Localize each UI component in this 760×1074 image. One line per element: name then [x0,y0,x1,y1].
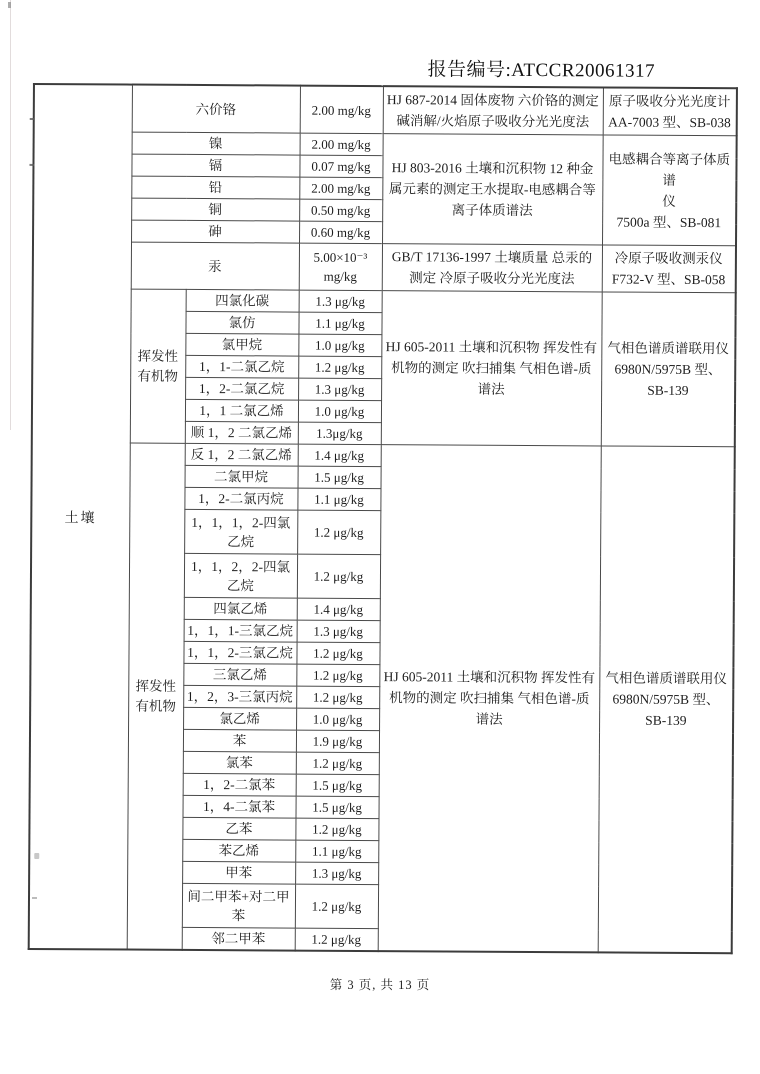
detection-limit-cell: 1.3 μg/kg [295,862,378,885]
detection-limit-cell: 1.5 μg/kg [296,774,379,797]
substance-cell: 1，2-二氯丙烷 [184,487,297,510]
detection-limit-cell: 1.3 μg/kg [299,290,382,313]
detection-limit-cell: 1.2 μg/kg [296,664,379,687]
scan-speck [8,2,11,8]
substance-cell: 四氯化碳 [186,289,299,312]
substance-cell: 氯甲烷 [185,333,298,356]
detection-limit-cell: 1.2 μg/kg [297,554,380,599]
detection-limit-cell: 5.00×10⁻³ mg/kg [299,243,382,291]
substance-cell: 邻二甲苯 [182,927,295,950]
detection-limit-cell: 1.2 μg/kg [295,884,378,929]
detection-limit-cell: 1.4 μg/kg [297,598,380,621]
detection-limit-cell: 0.07 mg/kg [299,155,382,178]
detection-limit-cell: 1.5 μg/kg [295,796,378,819]
substance-cell: 乙苯 [182,817,295,840]
detection-limit-cell: 1.0 μg/kg [296,708,379,731]
table-row [33,241,736,292]
detection-limit-cell: 1.5 μg/kg [298,466,381,489]
substance-cell: 1，4-二氯苯 [182,795,295,818]
scan-tick [30,118,35,120]
analysis-table [28,83,738,954]
substance-cell: 苯 [183,729,296,752]
detection-limit-cell: 2.00 mg/kg [300,133,383,156]
substance-cell: 氯仿 [185,311,298,334]
instrument-cell: 原子吸收分光光度计 AA-7003 型、SB-038 [603,87,737,135]
detection-limit-cell: 1.0 μg/kg [298,334,381,357]
report-number: 报告编号:ATCCR20061317 [427,59,656,82]
detection-limit-cell: 1.2 μg/kg [295,928,378,951]
detection-limit-cell: 1.2 μg/kg [296,642,379,665]
substance-cell: 1，1 二氯乙烯 [185,399,298,422]
substance-cell: 汞 [131,242,299,290]
detection-limit-cell: 1.0 μg/kg [298,400,381,423]
category-cell: 土壤 [29,84,132,950]
group-cell: 挥发性有机物 [130,289,186,443]
detection-limit-cell: 0.60 mg/kg [299,221,382,244]
substance-cell: 1，1，1-三氯乙烷 [184,619,297,642]
substance-cell: 1，2，3-三氯丙烷 [183,685,296,708]
method-cell: GB/T 17136-1997 土壤质量 总汞的测定 冷原子吸收分光光度法 [382,244,602,292]
detection-limit-cell: 2.00 mg/kg [300,86,383,134]
substance-cell: 顺 1，2 二氯乙烯 [185,421,298,444]
detection-limit-cell: 1.2 μg/kg [297,510,380,555]
substance-cell: 四氯乙烯 [184,597,297,620]
substance-cell: 镉 [131,154,299,177]
detection-limit-cell: 1.1 μg/kg [297,488,380,511]
substance-cell: 铅 [131,176,299,199]
substance-cell: 三氯乙烯 [183,663,296,686]
detection-limit-cell: 1.3 μg/kg [298,378,381,401]
detection-limit-cell: 1.2 μg/kg [296,686,379,709]
instrument-cell: 气相色谱质谱联用仪 6980N/5975B 型、 SB-139 [598,446,735,953]
table-row [32,442,735,468]
method-cell: HJ 605-2011 土壤和沉积物 挥发性有机物的测定 吹扫捕集 气相色谱-质谱法 [378,445,601,953]
scan-speck [32,897,37,899]
substance-cell: 反 1，2 二氯乙烯 [185,443,298,466]
instrument-cell: 电感耦合等离子体质谱 仪 7500a 型、SB-081 [602,135,737,246]
detection-limit-cell: 1.3 μg/kg [297,620,380,643]
detection-limit-cell: 2.00 mg/kg [299,177,382,200]
substance-cell: 1，2-二氯乙烷 [185,377,298,400]
method-cell: HJ 803-2016 土壤和沉积物 12 种金属元素的测定王水提取-电感耦合等离子体质谱法 [382,134,603,245]
detection-limit-cell: 1.2 μg/kg [298,356,381,379]
substance-cell: 氯乙烯 [183,707,296,730]
detection-limit-cell: 1.1 μg/kg [295,840,378,863]
substance-cell: 间二甲苯+对二甲苯 [182,883,295,928]
detection-limit-cell: 1.2 μg/kg [296,752,379,775]
substance-cell: 1，1-二氯乙烷 [185,355,298,378]
analysis-table-body [29,84,737,953]
detection-limit-cell: 1.3μg/kg [298,422,381,445]
substance-cell: 镍 [132,132,300,155]
substance-cell: 甲苯 [182,861,295,884]
instrument-cell: 冷原子吸收测汞仪 F732-V 型、SB-058 [602,245,736,293]
substance-cell: 二氯甲烷 [185,465,298,488]
page-footer: 第 3 页, 共 13 页 [329,978,431,992]
substance-cell: 六价铬 [132,85,300,134]
instrument-cell: 气相色谱质谱联用仪 6980N/5975B 型、 SB-139 [601,292,736,447]
scan-speck [34,853,39,859]
substance-cell: 砷 [131,220,299,243]
scan-tick [29,164,34,166]
table-row [34,84,737,136]
substance-cell: 氯苯 [183,751,296,774]
detection-limit-cell: 1.4 μg/kg [298,444,381,467]
substance-cell: 1，2-二氯苯 [183,773,296,796]
substance-cell: 1，1，1，2-四氯乙烷 [184,509,297,554]
detection-limit-cell: 1.2 μg/kg [295,818,378,841]
detection-limit-cell: 0.50 mg/kg [299,199,382,222]
table-row [33,288,736,314]
detection-limit-cell: 1.1 μg/kg [298,312,381,335]
detection-limit-cell: 1.9 μg/kg [296,730,379,753]
substance-cell: 1，1，2-三氯乙烷 [183,641,296,664]
group-cell: 挥发性有机物 [127,443,185,950]
substance-cell: 铜 [131,198,299,221]
method-cell: HJ 605-2011 土壤和沉积物 挥发性有机物的测定 吹扫捕集 气相色谱-质谱法 [381,291,602,446]
method-cell: HJ 687-2014 固体废物 六价铬的测定 碱消解/火焰原子吸收分光光度法 [383,86,603,135]
substance-cell: 1，1，2，2-四氯乙烷 [184,553,297,598]
substance-cell: 苯乙烯 [182,839,295,862]
